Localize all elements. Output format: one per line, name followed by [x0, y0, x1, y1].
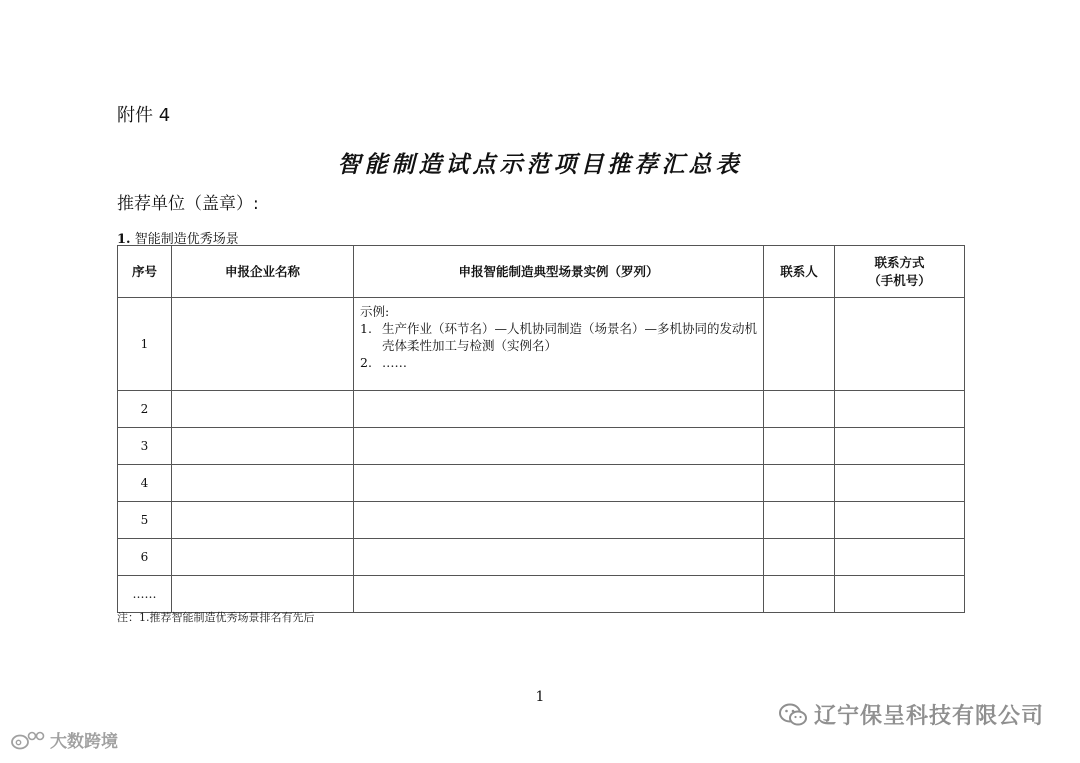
weibo-logo-icon [10, 729, 46, 751]
example-item-index: 2. [360, 355, 372, 370]
cell-contact [764, 391, 835, 428]
section-title: 智能制造优秀场景 [134, 232, 239, 247]
cell-contact [764, 539, 835, 576]
cell-company [172, 428, 354, 465]
cell-contact [764, 576, 835, 613]
cell-seq: 2 [118, 391, 172, 428]
section-number: 1. [117, 232, 131, 247]
table-row [118, 428, 965, 465]
example-label: 示例: [360, 304, 390, 319]
source-name: 大数跨境 [50, 732, 118, 752]
wechat-watermark [778, 699, 1044, 730]
cell-seq: …… [118, 576, 172, 613]
cell-scenario [354, 428, 764, 465]
example-item-text: …… [382, 355, 407, 370]
cell-contact [764, 465, 835, 502]
table-row [118, 391, 965, 428]
cell-company [172, 539, 354, 576]
recommending-unit-label: 推荐单位（盖章）: [117, 194, 259, 214]
cell-contact-method [835, 576, 965, 613]
cell-seq: 1 [118, 298, 172, 391]
cell-company [172, 465, 354, 502]
header-contact-method [835, 246, 965, 298]
cell-scenario [354, 502, 764, 539]
cell-scenario [354, 391, 764, 428]
cell-contact [764, 298, 835, 391]
table-header-row [118, 246, 965, 298]
example-item-text: 生产作业（环节名）—人机协同制造（场景名）—多机协同的发动机壳体柔性加工与检测（实例名） [382, 321, 758, 353]
cell-contact-method [835, 428, 965, 465]
example-item [360, 320, 757, 354]
recommendation-table [117, 245, 965, 613]
cell-seq: 6 [118, 539, 172, 576]
document-title: 智能制造试点示范项目推荐汇总表 [337, 151, 743, 178]
header-company: 申报企业名称 [172, 246, 354, 298]
header-contact-method-line2: （手机号） [868, 272, 931, 288]
cell-seq: 5 [118, 502, 172, 539]
cell-contact-method [835, 298, 965, 391]
cell-scenario-example [354, 298, 764, 391]
wechat-icon [778, 702, 808, 728]
header-contact: 联系人 [764, 246, 835, 298]
cell-contact-method [835, 502, 965, 539]
header-seq: 序号 [118, 246, 172, 298]
cell-contact [764, 502, 835, 539]
cell-company [172, 502, 354, 539]
table-row [118, 298, 965, 391]
wechat-account-name: 辽宁保呈科技有限公司 [813, 704, 1044, 729]
table-row [118, 502, 965, 539]
attachment-label: 附件 4 [117, 105, 171, 126]
cell-scenario [354, 539, 764, 576]
example-item [360, 354, 757, 371]
table-row [118, 465, 965, 502]
cell-company [172, 391, 354, 428]
cell-seq: 3 [118, 428, 172, 465]
cell-company [172, 298, 354, 391]
cell-contact-method [835, 539, 965, 576]
source-watermark [10, 727, 118, 752]
table-row [118, 576, 965, 613]
cell-company [172, 576, 354, 613]
header-scenario: 申报智能制造典型场景实例（罗列） [354, 246, 764, 298]
example-item-index: 1. [360, 321, 372, 336]
table-footnote: 注：1.推荐智能制造优秀场景排名有先后 [117, 611, 315, 624]
cell-scenario [354, 576, 764, 613]
header-contact-method-line1: 联系方式 [874, 254, 925, 270]
table-row [118, 539, 965, 576]
cell-seq: 4 [118, 465, 172, 502]
cell-scenario [354, 465, 764, 502]
cell-contact-method [835, 391, 965, 428]
cell-contact-method [835, 465, 965, 502]
page-number: 1 [535, 689, 545, 705]
cell-contact [764, 428, 835, 465]
